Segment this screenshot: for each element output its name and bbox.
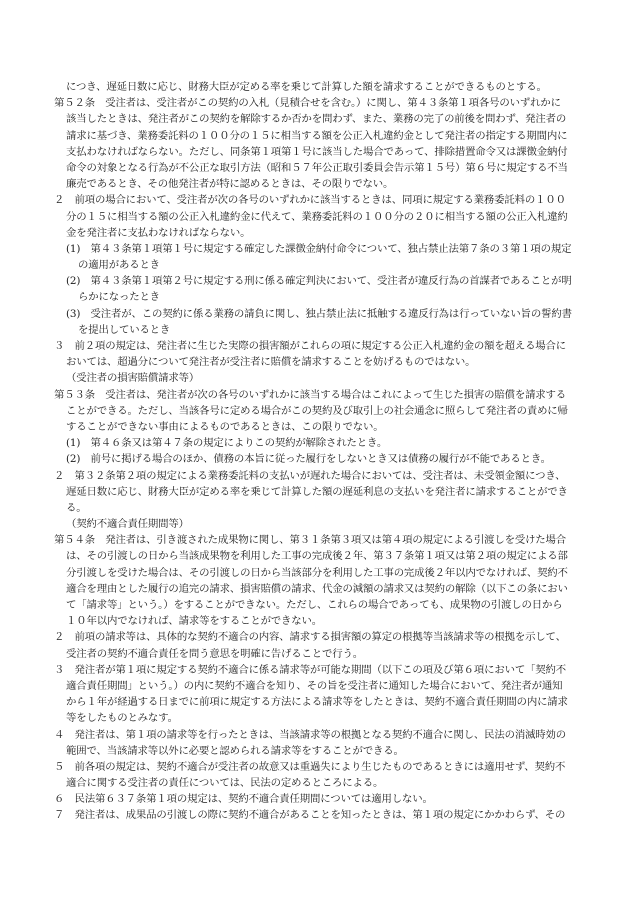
text-line: ３ 前２項の規定は、発注者に生じた実際の損害額がこれらの項に規定する公正入札違約金の額を超える場合に: [54, 340, 567, 352]
text-line: 遅延日数に応じ、財務大臣が定める率を乗じて計算した額の遅延利息の支払いを発注者に請求することができ: [66, 485, 568, 498]
text-line: おいては、超過分について発注者が受注者に賠償を請求することを妨げるものではない。: [66, 356, 476, 369]
text-line: 適合を理由とした履行の追完の請求、損害賠償の請求、代金の減額の請求又は契約の解除（以下この条におい: [66, 582, 568, 595]
text-line: る。: [66, 501, 87, 514]
text-line: につき、遅延日数に応じ、財務大臣が定める率を乗じて計算した額を請求することができるものとする。: [66, 81, 547, 93]
text-line: ５ 前各項の規定は、契約不適合が受注者の故意又は重過失により生じたものであるときには適用せず、契約不: [54, 760, 566, 773]
text-line: 分の１５に相当する額の公正入札違約金に代えて、業務委託料の１００分の２０に相当する額の公正入札違約: [66, 210, 568, 223]
text-line: て「請求等」という。）をすることができない。ただし、これらの場合であっても、成果物の引渡しの日から: [66, 599, 563, 611]
text-line: (3) 受注者が、この契約に係る業務の請負に関し、独占禁止法に抵触する違反行為は行っていない旨の誓約書: [66, 307, 572, 320]
text-line: 廉売であるとき、その他発注者が特に認めるときは、その限りでない。: [66, 178, 394, 191]
text-line: 適合に関する受注者の責任については、民法の定めるところによる。: [66, 777, 384, 790]
text-line: 第５３条 受注者は、発注者が次の各号のいずれかに該当する場合はこれによって生じた損害の賠償を請求する: [54, 388, 567, 401]
text-line: ３ 発注者が第１項に規定する契約不適合に係る請求等が可能な期間（以下この項及び第６項において「契約不: [54, 663, 567, 676]
text-line: 金を発注者に支払わなければならない。: [66, 226, 251, 239]
text-line: 該当したときは、発注者がこの契約を解除するか否かを問わず、また、業務の完了の前後を問わず、発注者の: [66, 113, 567, 126]
text-line: は、その引渡しの日から当該成果物を利用した工事の完成後２年、第３７条第１項又は第２項の規定による部: [66, 550, 568, 563]
text-line: ４ 発注者は、第１項の請求等を行ったときは、当該請求等の根拠となる契約不適合に関し、民法の消滅時効の: [54, 728, 567, 741]
text-line: ２ 前項の場合において、受注者が次の各号のいずれかに該当するときは、同項に規定する業務委託料の１００: [54, 194, 566, 207]
text-line: 適合責任期間」という。）の内に契約不適合を知り、その旨を受注者に通知した場合において、発注者が通知: [66, 679, 563, 692]
text-line: ２ 第３２条第２項の規定による業務委託料の支払いが遅れた場合においては、受注者は、未受領金額につき、: [54, 469, 566, 482]
text-line: 請求に基づき、業務委託料の１００分の１５に相当する額を公正入札違約金として発注者の指定する期間内に: [66, 129, 568, 142]
text-line: (1) 第４３条第１項第１号に規定する確定した課徴金納付命令について、独占禁止法第７条の３第１項の規定: [66, 242, 572, 255]
text-line: １０年以内でなければ、請求等をすることができない。: [66, 615, 323, 628]
text-line: 分引渡しを受けた場合は、その引渡しの日から当該部分を利用した工事の完成後２年以内でなければ、契約不: [66, 566, 568, 579]
text-line: から１年が経過する日までに前項に規定する方法による請求等をしたときは、契約不適合責任期間の内に請求: [66, 696, 568, 709]
text-line: ２ 前項の請求等は、具体的な契約不適合の内容、請求する損害額の算定の根拠等当該請求等の根拠を示して、: [54, 631, 566, 644]
text-line: らかになったとき: [78, 291, 160, 304]
text-line: (2) 前号に掲げる場合のほか、債務の本旨に従った履行をしないとき又は債務の履行が不能であるとき。: [66, 453, 551, 466]
text-line: (1) 第４６条又は第４７条の規定によりこの契約が解除されたとき。: [66, 437, 388, 450]
text-line: 支払わなければならない。ただし、同条第１項第１号に該当した場合であって、排除措置命令又は課徴金納付: [66, 145, 568, 158]
text-line: ７ 発注者は、成果品の引渡しの際に契約不適合があることを知ったときは、第１項の規定にかかわらず、その: [54, 809, 566, 822]
text-line: ことができる。ただし、当該各号に定める場合がこの契約及び取引上の社会通念に照らして発注者の責めに帰: [66, 404, 568, 417]
text-line: ６ 民法第６３７条第１項の規定は、契約不適合責任期間については適用しない。: [54, 793, 433, 806]
text-line: の適用があるとき: [78, 259, 160, 272]
text-line: 等をしたものとみなす。: [66, 712, 178, 725]
text-line: 命令の対象となる行為が不公正な取引方法（昭和５７年公正取引委員会告示第１５号）第６号に規定する不当: [66, 161, 568, 174]
text-line: （契約不適合責任期間等）: [66, 518, 189, 531]
text-line: (2) 第４３条第１項第２号に規定する刑に係る確定判決において、受注者が違反行為の首謀者であることが明: [66, 275, 572, 288]
text-line: 受注者の契約不適合責任を問う意思を明確に告げることで行う。: [66, 647, 363, 660]
text-line: 第５４条 発注者は、引き渡された成果物に関し、第３１条第３項又は第４項の規定による引渡しを受けた場合: [54, 534, 567, 547]
text-line: 範囲で、当該請求等以外に必要と認められる請求等をすることができる。: [66, 744, 404, 757]
text-line: することができない事由によるものであるときは、この限りでない。: [66, 420, 384, 433]
text-line: を提出しているとき: [78, 323, 171, 336]
text-line: （受注者の損害賠償請求等）: [66, 372, 200, 385]
text-line: 第５２条 受注者は、受注者がこの契約の入札（見積合せを含む。）に関し、第４３条第１項各号のいずれかに: [54, 97, 561, 110]
